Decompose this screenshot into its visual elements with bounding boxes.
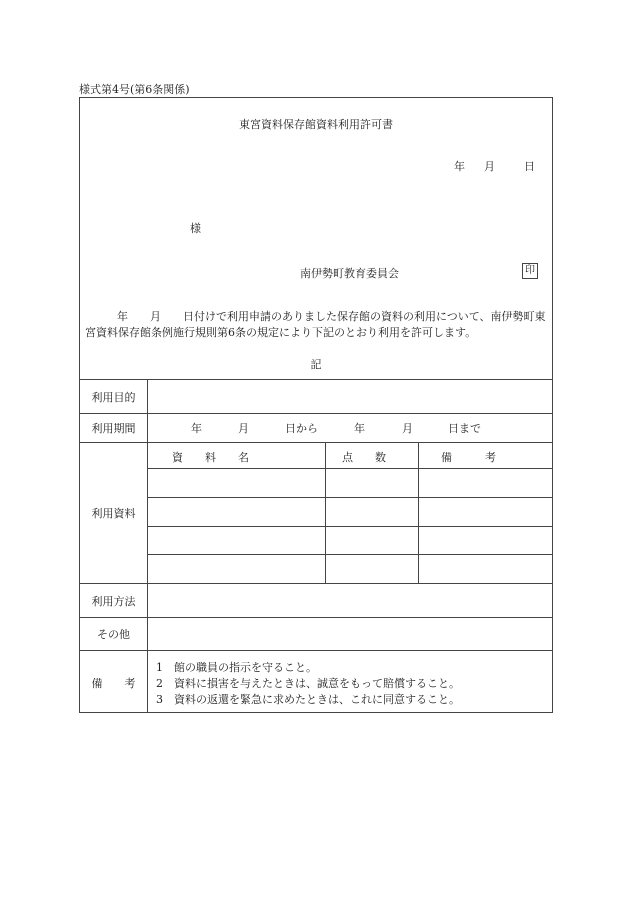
form-number: 様式第4号(第6条関係) — [79, 83, 190, 96]
period-day-from: 日から — [285, 422, 318, 435]
period-year-to: 年 — [354, 422, 365, 435]
label-column-rule — [147, 379, 148, 713]
row-rule — [80, 442, 552, 443]
form-title: 東宮資料保存館資料利用許可書 — [239, 118, 393, 131]
label-materials: 利用資料 — [91, 507, 136, 520]
row-rule — [80, 650, 552, 651]
label-purpose: 利用目的 — [91, 391, 136, 404]
period-year-from: 年 — [191, 422, 202, 435]
permit-form — [79, 97, 553, 713]
materials-header-notes: 備 考 — [441, 451, 496, 464]
label-other: その他 — [97, 628, 130, 641]
period-month-to: 月 — [402, 422, 413, 435]
remarks-item-1: 1 館の職員の指示を守ること。 — [156, 661, 317, 674]
date-year: 年 — [454, 160, 465, 173]
materials-header-name: 資 料 名 — [172, 451, 249, 464]
period-day-to: 日まで — [448, 422, 481, 435]
row-rule — [80, 413, 552, 414]
remarks-item-2: 2 資料に損害を与えたときは、誠意をもって賠償すること。 — [156, 677, 460, 690]
materials-row-rule — [147, 554, 552, 555]
label-period: 利用期間 — [91, 422, 136, 435]
addressee: 様 — [190, 222, 201, 235]
row-rule — [80, 583, 552, 584]
issue-date — [454, 158, 535, 174]
materials-header-count: 点 数 — [342, 451, 386, 464]
record-mark: 記 — [310, 358, 322, 371]
issuer-name: 南伊勢町教育委員会 — [300, 267, 399, 280]
label-remarks: 備 考 — [91, 677, 136, 690]
body-text: 年 月 日付けで利用申請のありました保存館の資料の利用について、南伊勢町東宮資料保存館条例施行規則第6条の規定により下記のとおり利用を許可します。 — [85, 310, 546, 339]
period-month-from: 月 — [238, 422, 249, 435]
materials-row-rule — [147, 526, 552, 527]
remarks-item-3: 3 資料の返還を緊急に求めたときは、これに同意すること。 — [156, 693, 460, 706]
row-rule — [80, 617, 552, 618]
materials-row-rule — [147, 497, 552, 498]
seal-box: 印 — [522, 263, 538, 279]
materials-name-count-rule — [325, 442, 326, 583]
date-day: 日 — [524, 160, 535, 173]
materials-header-rule — [147, 468, 552, 469]
materials-count-notes-rule — [418, 442, 419, 583]
date-month: 月 — [484, 160, 495, 173]
label-method: 利用方法 — [91, 595, 136, 608]
table-top-rule — [80, 379, 552, 380]
